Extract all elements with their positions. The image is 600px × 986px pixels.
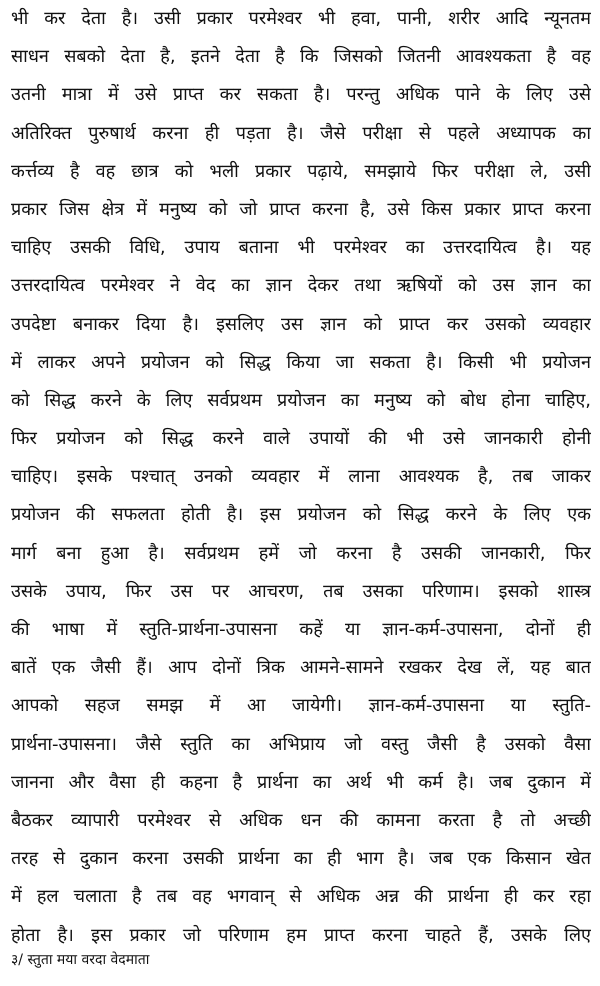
text-line: चाहिए। इसके पश्चात् उनको व्यवहार में लाना आवश्यक है, तब जाकर xyxy=(11,466,591,488)
text-line: उसके उपाय, फिर उस पर आचरण, तब उसका परिणाम। इसको शास्त्र xyxy=(11,580,591,602)
text-line: को सिद्ध करने के लिए सर्वप्रथम प्रयोजन का मनुष्य को बोध होना चाहिए, xyxy=(11,389,591,411)
text-line: तरह से दुकान करना उसकी प्रार्थना का ही भाग है। जब एक किसान खेत xyxy=(11,848,591,870)
text-line: में लाकर अपने प्रयोजन को सिद्ध किया जा सकता है। किसी भी प्रयोजन xyxy=(11,351,591,373)
page-footer xyxy=(11,948,149,972)
text-line: उपदेष्टा बनाकर दिया है। इसलिए उस ज्ञान को प्राप्त कर उसको व्यवहार xyxy=(11,313,591,335)
text-line: प्रयोजन की सफलता होती है। इस प्रयोजन को सिद्ध करने के लिए एक xyxy=(11,504,591,526)
text-line: साधन सबको देता है, इतने देता है कि जिसको जितनी आवश्यकता है वह xyxy=(11,46,591,68)
text-line: उतनी मात्रा में उसे प्राप्त कर सकता है। परन्तु अधिक पाने के लिए उसे xyxy=(11,84,591,106)
text-line: फिर प्रयोजन को सिद्ध करने वाले उपायों की भी उसे जानकारी होनी xyxy=(11,428,591,450)
text-line: में हल चलाता है तब वह भगवान् से अधिक अन्न की प्रार्थना ही कर रहा xyxy=(11,886,591,908)
text-line: उत्तरदायित्व परमेश्वर ने वेद का ज्ञान देकर तथा ऋषियों को उस ज्ञान का xyxy=(11,275,591,297)
text-line: कर्त्तव्य है वह छात्र को भली प्रकार पढ़ाये, समझाये फिर परीक्षा ले, उसी xyxy=(11,160,591,182)
text-line: बातें एक जैसी हैं। आप दोनों त्रिक आमने-सामने रखकर देख लें, यह बात xyxy=(11,657,591,679)
text-line: बैठकर व्यापारी परमेश्वर से अधिक धन की कामना करता है तो अच्छी xyxy=(11,809,591,831)
body-text xyxy=(11,0,591,955)
text-line: मार्ग बना हुआ है। सर्वप्रथम हमें जो करना है उसकी जानकारी, फिर xyxy=(11,542,591,564)
text-line: अतिरिक्त पुरुषार्थ करना ही पड़ता है। जैसे परीक्षा से पहले अध्यापक का xyxy=(11,122,591,144)
text-line: जानना और वैसा ही कहना है प्रार्थना का अर्थ भी कर्म है। जब दुकान में xyxy=(11,771,591,793)
text-line: चाहिए उसकी विधि, उपाय बताना भी परमेश्वर का उत्तरदायित्व है। यह xyxy=(11,237,591,259)
text-line: प्रकार जिस क्षेत्र में मनुष्य को जो प्राप्त करना है, उसे किस प्रकार प्राप्त करना xyxy=(11,198,591,220)
footer-separator: / xyxy=(18,952,28,968)
text-line: भी कर देता है। उसी प्रकार परमेश्वर भी हवा, पानी, शरीर आदि न्यूनतम xyxy=(11,8,591,29)
text-line: प्रार्थना-उपासना। जैसे स्तुति का अभिप्राय जो वस्तु जैसी है उसको वैसा xyxy=(11,733,591,755)
footer-title: स्तुता मया वरदा वेदमाता xyxy=(27,952,150,968)
page-number: ३ xyxy=(11,952,19,968)
text-line: आपको सहज समझ में आ जायेगी। ज्ञान-कर्म-उपासना या स्तुति- xyxy=(11,695,591,717)
text-line: होता है। इस प्रकार जो परिणाम हम प्राप्त करना चाहते हैं, उसके लिए xyxy=(11,924,591,946)
text-line: की भाषा में स्तुति-प्रार्थना-उपासना कहें या ज्ञान-कर्म-उपासना, दोनों ही xyxy=(11,619,591,640)
